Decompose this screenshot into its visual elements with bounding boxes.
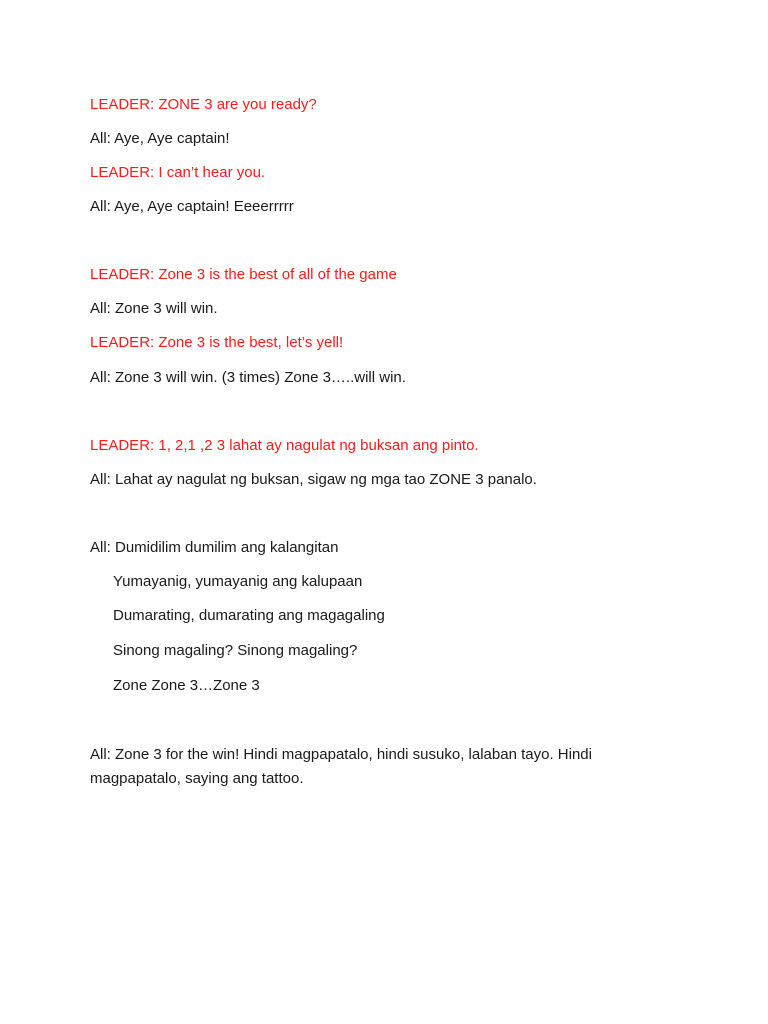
leader-line: LEADER: ZONE 3 are you ready? — [90, 96, 317, 113]
leader-line: LEADER: 1, 2,1 ,2 3 lahat ay nagulat ng buksan ang pinto. — [90, 437, 479, 454]
leader-line: LEADER: Zone 3 is the best of all of the game — [90, 266, 397, 283]
all-response-line: All: Zone 3 will win. (3 times) Zone 3…..will win. — [90, 369, 406, 386]
all-response-line: All: Dumidilim dumilim ang kalangitan — [90, 539, 339, 556]
chant-line: Dumarating, dumarating ang magagaling — [113, 607, 385, 624]
all-response-line: All: Lahat ay nagulat ng buksan, sigaw ng mga tao ZONE 3 panalo. — [90, 471, 537, 488]
leader-line: LEADER: I can’t hear you. — [90, 164, 266, 181]
chant-line: Yumayanig, yumayanig ang kalupaan — [113, 573, 363, 590]
closing-paragraph: All: Zone 3 for the win! Hindi magpapatalo, hindi susuko, lalaban tayo. Hindi magpapatalo, saying ang tattoo. — [90, 746, 592, 787]
chant-line: Zone Zone 3…Zone 3 — [113, 677, 260, 694]
all-response-line: All: Aye, Aye captain! — [90, 130, 230, 147]
all-response-line: All: Aye, Aye captain! Eeeerrrrr — [90, 198, 294, 215]
all-response-line: All: Zone 3 will win. — [90, 300, 218, 317]
leader-line: LEADER: Zone 3 is the best, let’s yell! — [90, 334, 344, 351]
chant-line: Sinong magaling? Sinong magaling? — [113, 642, 358, 659]
